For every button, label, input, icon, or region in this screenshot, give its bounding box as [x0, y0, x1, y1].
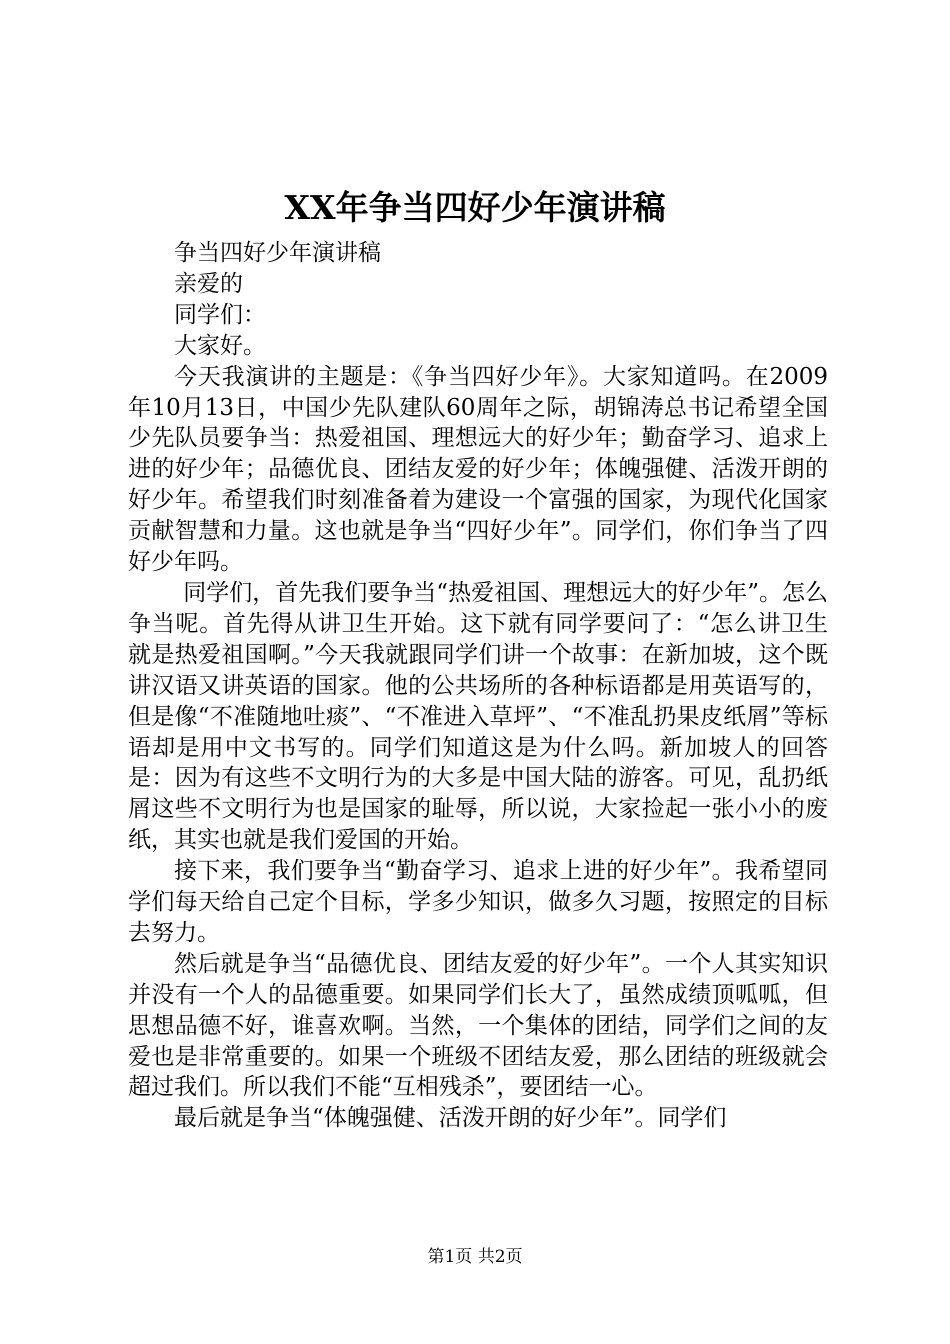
- paragraph: 接下来，我们要争当“勤奋学习、追求上进的好少年”。我希望同学们每天给自己定个目标，学多少知识，做多久习题，按照定的目标去努力。: [128, 858, 828, 946]
- paragraph: 争当四好少年演讲稿: [174, 240, 381, 266]
- paragraph: 然后就是争当“品德优良、团结友爱的好少年”。一个人其实知识并没有一个人的品德重要。如果同学们长大了，虽然成绩顶呱呱，但思想品德不好，谁喜欢啊。当然，一个集体的团结，同学们之间的友爱也是非常重要的。如果一个班级不团结友爱，那么团结的班级就会超过我们。所以我们不能“互相残杀”，要团结一心。: [128, 950, 828, 1101]
- paragraph: 大家好。: [174, 332, 266, 359]
- paragraph: 同学们，首先我们要争当“热爱祖国、理想远大的好少年”。怎么争当呢。首先得从讲卫生开始。这下就有同学要问了：“怎么讲卫生就是热爱祖国啊。”今天我就跟同学们讲一个故事：在新加坡，这个既讲汉语又讲英语的国家。他的公共场所的各种标语都是用英语写的，但是像“不准随地吐痰”、“不准进入草坪”、“不准乱扔果皮纸屑”等标语却是用中文书写的。同学们知道这是为什么吗。新加坡人的回答是：因为有这些不文明行为的大多是中国大陆的游客。可见，乱扔纸屑这些不文明行为也是国家的耻辱，所以说，大家捡起一张小小的废纸，其实也就是我们爱国的开始。: [128, 579, 828, 854]
- paragraph: 最后就是争当“体魄强健、活泼开朗的好少年”。同学们: [174, 1105, 727, 1132]
- paragraph: 亲爱的: [174, 270, 243, 297]
- page-indicator: 第1页 共2页: [427, 1247, 523, 1267]
- document-title: XX年争当四好少年演讲稿: [284, 188, 666, 227]
- paragraph: 同学们：: [174, 301, 266, 328]
- document-body: [128, 238, 828, 1134]
- paragraph: 今天我演讲的主题是：《争当四好少年》。大家知道吗。在2009年10月13日，中国少先队建队60周年之际，胡锦涛总书记希望全国少先队员要争当：热爱祖国、理想远大的好少年；勤奋学习、追求上进的好少年；品德优良、团结友爱的好少年；体魄强健、活泼开朗的好少年。希望我们时刻准备着为建设一个富强的国家，为现代化国家贡献智慧和力量。这也就是争当“四好少年”。同学们，你们争当了四好少年吗。: [128, 363, 828, 576]
